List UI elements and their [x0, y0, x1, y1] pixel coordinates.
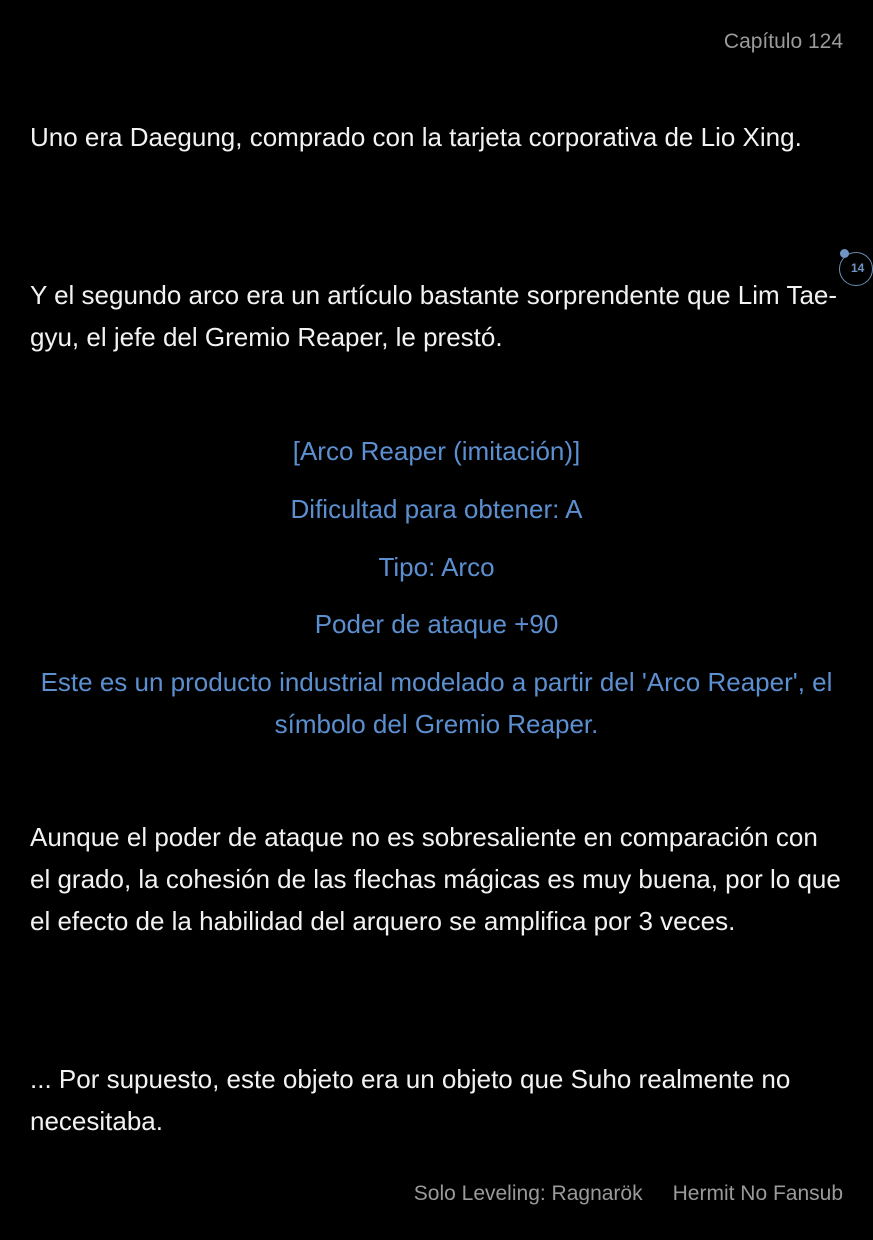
item-name: [Arco Reaper (imitación)] — [292, 436, 581, 466]
paragraph-1: Uno era Daegung, comprado con la tarjeta corporativa de Lio Xing. — [30, 122, 802, 152]
footer — [414, 1182, 843, 1206]
comment-dot-icon — [840, 249, 849, 258]
item-difficulty: Dificultad para obtener: A — [290, 494, 583, 524]
paragraph-3: Aunque el poder de ataque no es sobresaliente en comparación con el grado, la cohesión de las flechas mágicas es muy buena, por lo que el efecto de la habilidad del arquero se amplifica por 3 veces. — [30, 822, 841, 936]
paragraph-2: Y el segundo arco era un artículo bastante sorprendente que Lim Tae-gyu, el jefe del Gremio Reaper, le prestó. — [30, 280, 838, 352]
comment-badge[interactable] — [839, 252, 873, 286]
item-attack: Poder de ataque +90 — [314, 609, 559, 639]
item-description: Este es un producto industrial modelado a partir del 'Arco Reaper', el símbolo del Gremio Reaper. — [40, 667, 833, 739]
novel-title: Solo Leveling: Ragnarök — [413, 1182, 643, 1205]
item-type: Tipo: Arco — [378, 552, 495, 582]
paragraph-4: ... Por supuesto, este objeto era un objeto que Suho realmente no necesitaba. — [30, 1064, 791, 1136]
chapter-label: Capítulo 124 — [723, 30, 843, 53]
translator-credit: Hermit No Fansub — [672, 1182, 843, 1205]
comment-count: 14 — [851, 261, 865, 275]
